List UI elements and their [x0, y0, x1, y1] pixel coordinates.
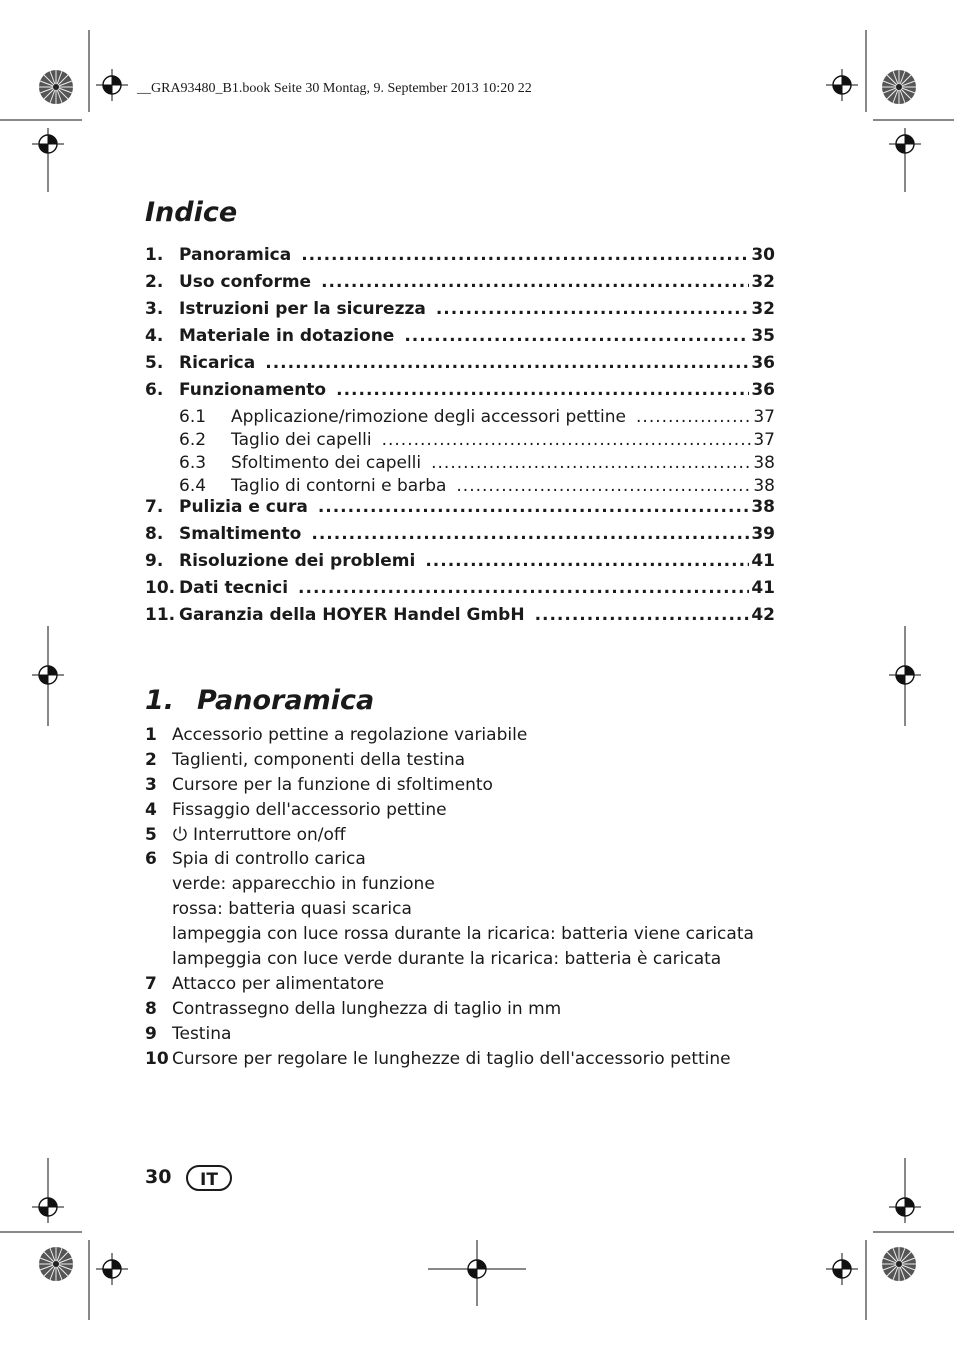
toc-entry[interactable]	[145, 326, 775, 350]
toc-entry-title: Risoluzione dei problemi	[179, 551, 416, 571]
section-heading	[145, 685, 374, 716]
toc-entry-title: Smaltimento	[179, 524, 302, 544]
list-item-detail: verde: apparecchio in funzione	[172, 874, 435, 894]
toc-entry-page: 37	[753, 407, 775, 427]
toc-entry-title: Sfoltimento dei capelli	[231, 453, 422, 473]
list-item-text: Testina	[172, 1024, 232, 1044]
list-item	[145, 1024, 231, 1048]
toc-entry-number: 6.4	[179, 476, 207, 496]
toc-dot-leader	[404, 326, 749, 346]
list-item-text: Cursore per regolare le lunghezze di taglio dell'accessorio pettine	[172, 1049, 731, 1069]
list-item-detail: lampeggia con luce rossa durante la ricarica: batteria viene caricata	[172, 924, 754, 944]
toc-entry-title: Dati tecnici	[179, 578, 289, 598]
toc-dot-leader	[321, 272, 749, 292]
toc-entry-number: 6.2	[179, 430, 207, 450]
section-title: Panoramica	[197, 685, 375, 716]
toc-entry-title: Materiale in dotazione	[179, 326, 395, 346]
list-item	[145, 999, 561, 1023]
list-item-number: 6	[145, 849, 157, 869]
toc-entry-title: Panoramica	[179, 245, 292, 265]
toc-entry-number: 10.	[145, 578, 176, 598]
toc-entry[interactable]	[145, 551, 775, 575]
list-item	[145, 775, 493, 799]
toc-dot-leader	[425, 551, 749, 571]
toc-entry[interactable]	[145, 605, 775, 629]
list-item	[145, 825, 346, 849]
toc-dot-leader	[436, 299, 750, 319]
list-item	[145, 849, 366, 873]
list-item-number: 8	[145, 999, 157, 1019]
list-item-number: 10	[145, 1049, 169, 1069]
toc-entry[interactable]	[145, 299, 775, 323]
list-item-number: 4	[145, 800, 157, 820]
list-item-number: 3	[145, 775, 157, 795]
toc-dot-leader	[535, 605, 750, 625]
toc-entry[interactable]	[179, 453, 775, 477]
toc-entry[interactable]	[145, 497, 775, 521]
list-item-text: Taglienti, componenti della testina	[172, 750, 466, 770]
toc-entry-page: 42	[751, 605, 775, 625]
toc-dot-leader	[301, 245, 749, 265]
toc-dot-leader	[265, 353, 749, 373]
toc-dot-leader	[636, 407, 751, 427]
toc-entry-page: 39	[751, 524, 775, 544]
list-item	[145, 750, 465, 774]
list-item	[145, 800, 447, 824]
toc-dot-leader	[382, 430, 752, 450]
toc-entry-title: Taglio di contorni e barba	[231, 476, 447, 496]
toc-dot-leader	[431, 453, 751, 473]
toc-dot-leader	[318, 497, 750, 517]
toc-entry-page: 38	[753, 476, 775, 496]
toc-entry[interactable]	[145, 380, 775, 404]
toc-entry[interactable]	[179, 430, 775, 454]
toc-entry-number: 8.	[145, 524, 164, 544]
toc-dot-leader	[298, 578, 749, 598]
list-item-number: 1	[145, 725, 157, 745]
toc-entry-title: Applicazione/rimozione degli accessori pettine	[231, 407, 627, 427]
toc-entry-page: 32	[751, 299, 775, 319]
toc-entry-number: 6.1	[179, 407, 207, 427]
toc-entry-number: 6.3	[179, 453, 207, 473]
list-item-text: Interruttore on/off	[193, 825, 346, 845]
toc-entry-number: 3.	[145, 299, 164, 319]
list-item-text: Fissaggio dell'accessorio pettine	[172, 800, 447, 820]
toc-entry-page: 36	[751, 353, 775, 373]
toc-entry-page: 38	[753, 453, 775, 473]
toc-entry-page: 36	[751, 380, 775, 400]
language-badge: IT	[186, 1165, 232, 1191]
section-number: 1.	[145, 685, 175, 716]
toc-entry-number: 1.	[145, 245, 164, 265]
list-item	[145, 1049, 731, 1073]
toc-entry-page: 30	[751, 245, 775, 265]
list-item-number: 5	[145, 825, 157, 845]
toc-entry-title: Taglio dei capelli	[231, 430, 372, 450]
list-item-detail: rossa: batteria quasi scarica	[172, 899, 412, 919]
toc-heading: Indice	[145, 197, 238, 228]
power-icon	[172, 825, 188, 847]
list-item	[145, 974, 384, 998]
toc-dot-leader	[336, 380, 749, 400]
list-item-number: 9	[145, 1024, 157, 1044]
toc-entry-number: 5.	[145, 353, 164, 373]
list-item-detail: lampeggia con luce verde durante la ricarica: batteria è caricata	[172, 949, 722, 969]
toc-entry[interactable]	[145, 272, 775, 296]
toc-entry-number: 7.	[145, 497, 164, 517]
toc-entry-title: Ricarica	[179, 353, 256, 373]
toc-dot-leader	[311, 524, 749, 544]
list-item-text: Accessorio pettine a regolazione variabile	[172, 725, 528, 745]
toc-entry-page: 35	[751, 326, 775, 346]
toc-entry[interactable]	[145, 578, 775, 602]
toc-entry[interactable]	[145, 524, 775, 548]
toc-entry-title: Istruzioni per la sicurezza	[179, 299, 426, 319]
list-item-text: Spia di controllo carica	[172, 849, 366, 869]
toc-entry-page: 38	[751, 497, 775, 517]
list-item-number: 7	[145, 974, 157, 994]
toc-entry-page: 32	[751, 272, 775, 292]
list-item-number: 2	[145, 750, 157, 770]
toc-dot-leader	[456, 476, 751, 496]
toc-entry-page: 41	[751, 578, 775, 598]
list-item-text: Attacco per alimentatore	[172, 974, 385, 994]
toc-entry-title: Garanzia della HOYER Handel GmbH	[179, 605, 525, 625]
list-item-text: Contrassegno della lunghezza di taglio in mm	[172, 999, 562, 1019]
toc-entry-title: Pulizia e cura	[179, 497, 308, 517]
toc-entry-page: 37	[753, 430, 775, 450]
list-item-text: Cursore per la funzione di sfoltimento	[172, 775, 493, 795]
toc-entry[interactable]	[179, 407, 775, 431]
page-number: 30	[145, 1166, 172, 1188]
toc-entry-number: 2.	[145, 272, 164, 292]
toc-entry-number: 4.	[145, 326, 164, 346]
list-item	[145, 725, 527, 749]
toc-entry-number: 9.	[145, 551, 164, 571]
toc-entry[interactable]	[145, 353, 775, 377]
toc-entry-number: 6.	[145, 380, 164, 400]
toc-entry-title: Funzionamento	[179, 380, 327, 400]
toc-entry-title: Uso conforme	[179, 272, 312, 292]
toc-entry-number: 11.	[145, 605, 176, 625]
toc-entry[interactable]	[145, 245, 775, 269]
toc-entry-page: 41	[751, 551, 775, 571]
print-header: __GRA93480_B1.book Seite 30 Montag, 9. September 2013 10:20 22	[137, 81, 532, 96]
